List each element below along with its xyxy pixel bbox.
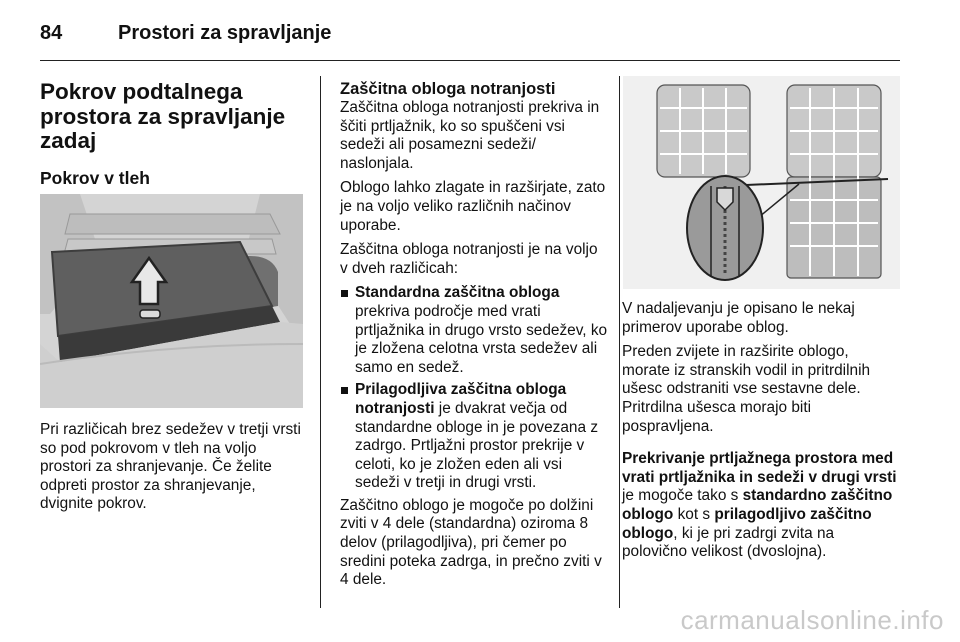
body-paragraph: Zaščitna obloga notranjosti je na voljo v dveh različicah:: [340, 241, 598, 277]
bullet-icon: [341, 290, 348, 297]
page-header: [40, 22, 900, 54]
body-paragraph: Zaščitno oblogo je mogoče po dolžini zviti v 4 dele (standardna) oziroma 8 delov (prilagodljiva), pri čemer po sredini poteka zadrga, in prečno zviti v 4 dele.: [340, 496, 602, 589]
cargo-cover-zipper-illustration: [623, 76, 900, 289]
body-text: , ki je pri zadrgi zvita na polovično velikost (dvoslojna).: [622, 524, 835, 561]
column-1: [40, 74, 305, 200]
section-heading: Zaščitna obloga notranjosti: [340, 80, 556, 98]
column-1-text: [40, 421, 305, 520]
body-paragraph: Zaščitna obloga notranjosti prekriva in ščiti prtljažnik, ko so spuščeni vsi sedeži ali posamezni sedeži/ naslonjala.: [340, 99, 600, 172]
chapter-title: Prostori za spravljanje: [118, 22, 332, 44]
emphasis-text: Prekrivanje prtljažnega prostora med vrati prtljažnika in sedeži v drugi vrsti: [622, 450, 897, 486]
cargo-floor-cover-illustration: [40, 194, 303, 408]
column-3: [622, 300, 900, 568]
watermark: carmanualsonline.info: [680, 605, 944, 635]
body-paragraph: [622, 450, 900, 562]
list-item: [340, 381, 608, 493]
emphasis-text: standardno zaščitno oblogo: [622, 487, 893, 523]
bullet-icon: [341, 387, 348, 394]
body-text: je mogoče tako s: [622, 487, 743, 505]
list-item: [340, 284, 608, 377]
body-paragraph: Oblogo lahko zlagate in razširjate, zato je na voljo veliko različnih načinov uporabe.: [340, 179, 606, 234]
body-paragraph: Preden zvijete in razširite oblogo, morate iz stranskih vodil in pritrdilnih ušesc odstraniti vse sestavne dele. Pritrdilna ušesca morajo biti pospravljena.: [622, 343, 871, 435]
bullet-term: Prilagodljiva zaščitna obloga notranjosti: [355, 381, 567, 417]
body-paragraph: Pri različicah brez sedežev v tretji vrsti so pod pokrovom v tleh na voljo prostori za shranjevanje. Če želite odpreti prostor za shranjevanje, dvignite pokrov.: [40, 421, 301, 513]
section-heading: Pokrov podtalnega prostora za spravljanje zadaj: [40, 79, 286, 153]
bullet-text: je dvakrat večja od standardne obloge in je povezana z zadrgo. Prtljažni prostor prekrije v celoti, ko je zložen eden ali vsi sedeži v tretji in drugi vrsti.: [355, 399, 599, 492]
subsection-heading: Pokrov v tleh: [40, 167, 150, 188]
column-divider-2: [619, 76, 620, 608]
header-rule: [40, 60, 900, 61]
bullet-text: prekriva področje med vrati prtljažnika in drugo vrsto sedežev, ko je zložena celotna vrsta sedežev ali samo en sedež.: [355, 302, 608, 376]
column-2: [340, 80, 608, 596]
emphasis-text: prilagodljivo zaščitno oblogo: [622, 505, 872, 542]
column-divider-1: [320, 76, 321, 608]
page-number: 84: [40, 22, 63, 44]
bullet-term: Standardna zaščitna obloga: [355, 284, 560, 302]
body-paragraph: V nadaljevanju je opisano le nekaj primerov uporabe oblog.: [622, 300, 855, 336]
body-text: kot s: [673, 505, 715, 523]
